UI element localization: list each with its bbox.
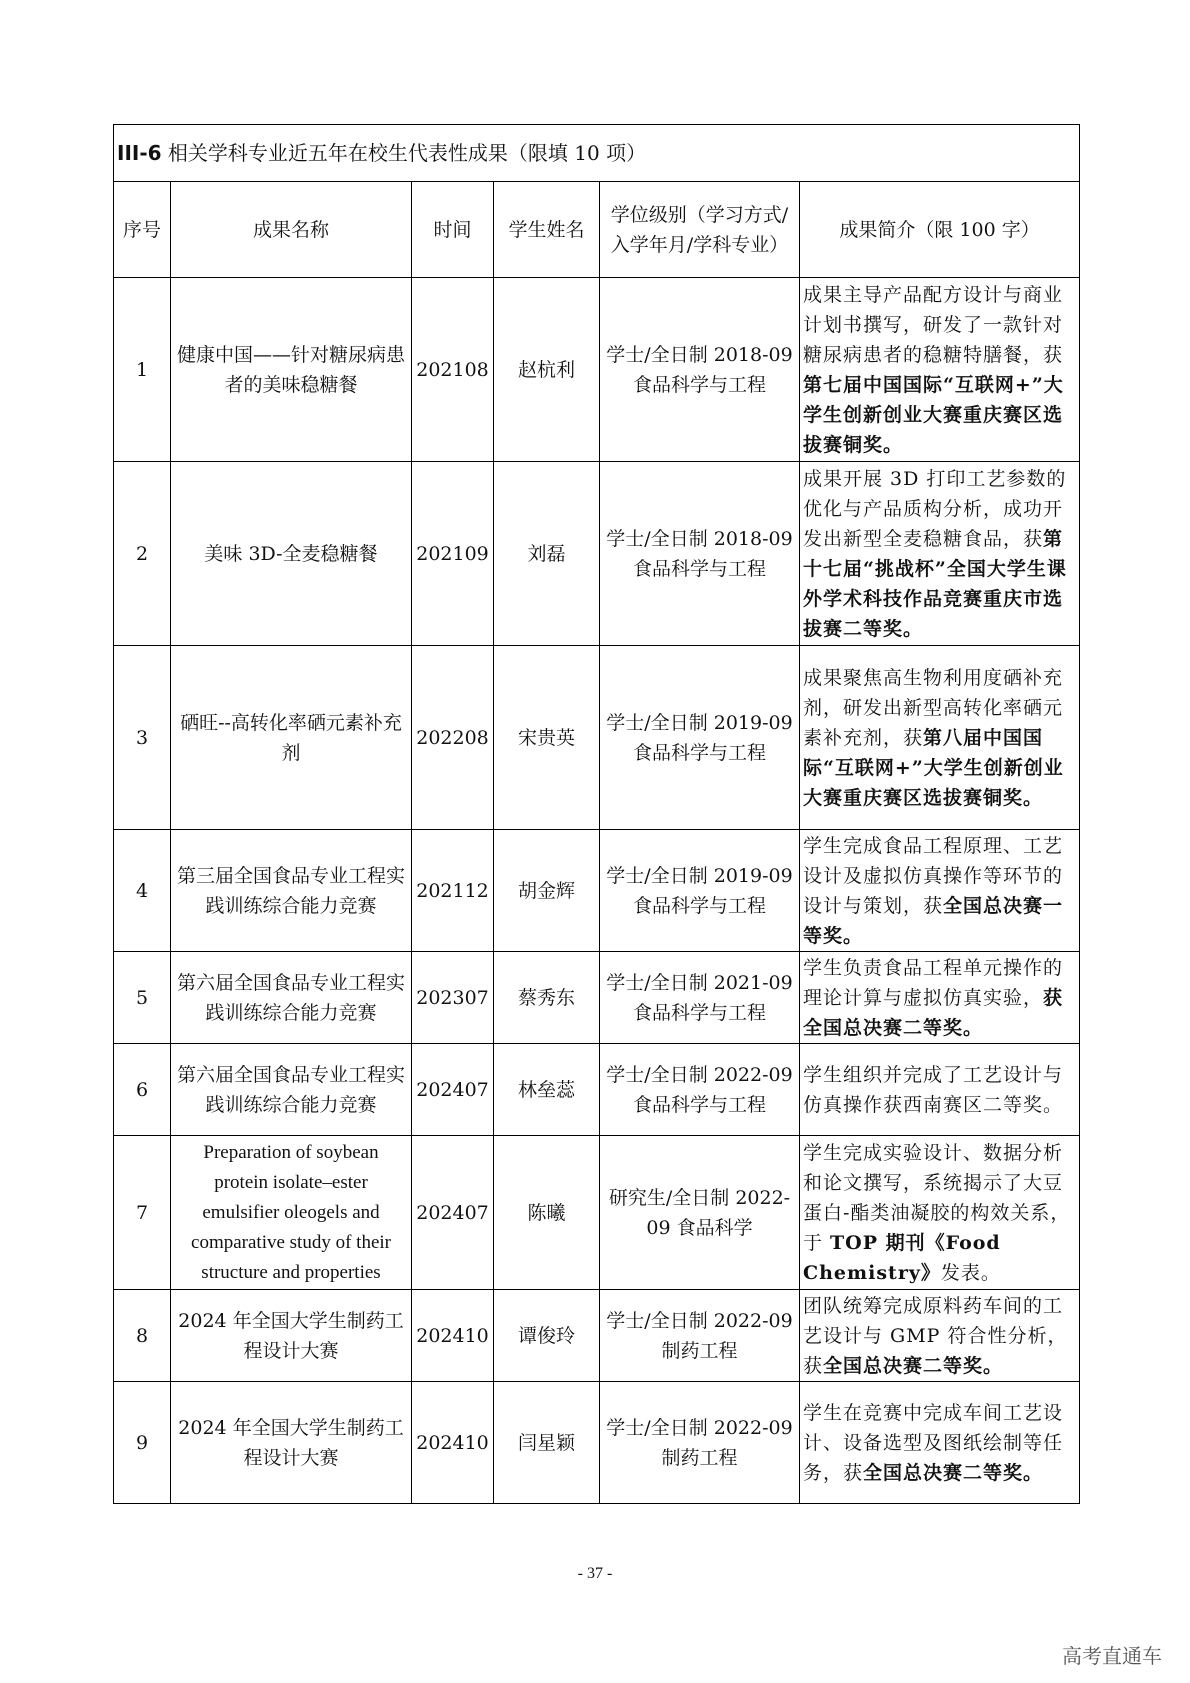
row-degree: 学士/全日制 2022-09 制药工程 — [600, 1290, 800, 1382]
row-time: 202407 — [412, 1044, 494, 1136]
summary-text: 团队统筹完成原料药车间的工艺设计与 GMP 符合性分析，获 — [803, 1294, 1068, 1377]
summary-highlight: 全国总决赛二等奖。 — [863, 1461, 1044, 1484]
row-name: 硒旺--高转化率硒元素补充剂 — [171, 646, 412, 830]
table-row — [114, 1290, 1080, 1382]
section-title-row — [114, 125, 1080, 182]
row-summary — [800, 278, 1080, 462]
header-degree: 学位级别（学习方式/入学年月/学科专业） — [600, 182, 800, 278]
row-degree: 学士/全日制 2019-09 食品科学与工程 — [600, 646, 800, 830]
row-index: 9 — [114, 1382, 171, 1504]
row-student: 谭俊玲 — [494, 1290, 600, 1382]
row-degree: 研究生/全日制 2022-09 食品科学 — [600, 1136, 800, 1290]
row-time: 202208 — [412, 646, 494, 830]
row-student: 陈曦 — [494, 1136, 600, 1290]
row-summary — [800, 1290, 1080, 1382]
row-summary — [800, 1044, 1080, 1136]
summary-highlight: 第八届中国国际“互联网+”大学生创新创业大赛重庆赛区选拔赛铜奖。 — [803, 726, 1064, 809]
summary-highlight: 获全国总决赛二等奖。 — [803, 986, 1064, 1039]
summary-highlight: TOP 期刊《Food Chemistry》 — [803, 1231, 1001, 1284]
row-name: 第六届全国食品专业工程实践训练综合能力竞赛 — [171, 952, 412, 1044]
row-degree: 学士/全日制 2022-09 制药工程 — [600, 1382, 800, 1504]
row-name: 第六届全国食品专业工程实践训练综合能力竞赛 — [171, 1044, 412, 1136]
row-summary — [800, 830, 1080, 952]
row-index: 6 — [114, 1044, 171, 1136]
row-time: 202109 — [412, 462, 494, 646]
row-time: 202112 — [412, 830, 494, 952]
table-row — [114, 462, 1080, 646]
row-time: 202410 — [412, 1290, 494, 1382]
section-code: III-6 — [117, 141, 162, 165]
summary-highlight: 全国总决赛一等奖。 — [803, 894, 1064, 947]
summary-text: 成果主导产品配方设计与商业计划书撰写，研发了一款针对糖尿病患者的稳糖特膳餐，获 — [803, 283, 1064, 366]
row-name: 美味 3D-全麦稳糖餐 — [171, 462, 412, 646]
summary-text: 成果聚焦高生物利用度硒补充剂，研发出新型高转化率硒元素补充剂，获 — [803, 666, 1064, 749]
header-row — [114, 182, 1080, 278]
row-name: 2024 年全国大学生制药工程设计大赛 — [171, 1382, 412, 1504]
summary-highlight: 第七届中国国际“互联网+”大学生创新创业大赛重庆赛区选拔赛铜奖。 — [803, 373, 1064, 456]
table-row — [114, 1044, 1080, 1136]
table-row — [114, 278, 1080, 462]
row-summary — [800, 462, 1080, 646]
row-student: 胡金辉 — [494, 830, 600, 952]
row-index: 4 — [114, 830, 171, 952]
row-name: 健康中国——针对糖尿病患者的美味稳糖餐 — [171, 278, 412, 462]
watermark: 高考直通车 — [1062, 1644, 1162, 1668]
row-student: 赵杭利 — [494, 278, 600, 462]
row-time: 202108 — [412, 278, 494, 462]
row-index: 8 — [114, 1290, 171, 1382]
row-degree: 学士/全日制 2018-09 食品科学与工程 — [600, 278, 800, 462]
row-student: 蔡秀东 — [494, 952, 600, 1044]
table-row — [114, 1136, 1080, 1290]
row-index: 1 — [114, 278, 171, 462]
row-name: Preparation of soybean protein isolate–ester emulsifier oleogels and comparative study of their structure and properties — [171, 1136, 412, 1290]
table-row — [114, 830, 1080, 952]
row-degree: 学士/全日制 2022-09 食品科学与工程 — [600, 1044, 800, 1136]
table-row — [114, 646, 1080, 830]
row-name: 2024 年全国大学生制药工程设计大赛 — [171, 1290, 412, 1382]
summary-highlight: 全国总决赛二等奖。 — [823, 1354, 1004, 1377]
table-row — [114, 1382, 1080, 1504]
row-index: 7 — [114, 1136, 171, 1290]
section-title — [114, 125, 1080, 182]
header-name: 成果名称 — [171, 182, 412, 278]
row-student: 林垒蕊 — [494, 1044, 600, 1136]
summary-text: 学生完成食品工程原理、工艺设计及虚拟仿真操作等环节的设计与策划，获 — [803, 834, 1064, 917]
achievements-table — [113, 124, 1080, 1504]
row-time: 202307 — [412, 952, 494, 1044]
summary-text: 学生负责食品工程单元操作的理论计算与虚拟仿真实验， — [803, 956, 1064, 1009]
row-index: 2 — [114, 462, 171, 646]
header-index: 序号 — [114, 182, 171, 278]
summary-highlight: 第十七届“挑战杯”全国大学生课外学术科技作品竞赛重庆市选拔赛二等奖。 — [803, 527, 1067, 640]
row-name: 第三届全国食品专业工程实践训练综合能力竞赛 — [171, 830, 412, 952]
row-summary — [800, 646, 1080, 830]
header-summary: 成果简介（限 100 字） — [800, 182, 1080, 278]
row-degree: 学士/全日制 2018-09 食品科学与工程 — [600, 462, 800, 646]
row-summary — [800, 1382, 1080, 1504]
row-time: 202410 — [412, 1382, 494, 1504]
row-index: 5 — [114, 952, 171, 1044]
header-time: 时间 — [412, 182, 494, 278]
page-number: - 37 - — [577, 1565, 613, 1582]
row-student: 刘磊 — [494, 462, 600, 646]
row-degree: 学士/全日制 2019-09 食品科学与工程 — [600, 830, 800, 952]
table-row — [114, 952, 1080, 1044]
row-student: 宋贵英 — [494, 646, 600, 830]
summary-text: 成果开展 3D 打印工艺参数的优化与产品质构分析，成功开发出新型全麦稳糖食品，获 — [803, 467, 1067, 550]
row-degree: 学士/全日制 2021-09 食品科学与工程 — [600, 952, 800, 1044]
summary-text: 学生在竞赛中完成车间工艺设计、设备选型及图纸绘制等任务，获 — [803, 1401, 1064, 1484]
section-title-text: 相关学科专业近五年在校生代表性成果（限填 10 项） — [161, 141, 647, 165]
summary-tail: 发表。 — [940, 1261, 1001, 1284]
header-student: 学生姓名 — [494, 182, 600, 278]
row-index: 3 — [114, 646, 171, 830]
achievements-table-wrapper — [113, 124, 1079, 1504]
row-summary — [800, 1136, 1080, 1290]
summary-text: 学生组织并完成了工艺设计与仿真操作获西南赛区二等奖。 — [803, 1063, 1064, 1116]
summary-text: 学生完成实验设计、数据分析和论文撰写，系统揭示了大豆蛋白-酯类油凝胶的构效关系，于 — [803, 1141, 1071, 1254]
row-student: 闫星颖 — [494, 1382, 600, 1504]
row-time: 202407 — [412, 1136, 494, 1290]
row-summary — [800, 952, 1080, 1044]
